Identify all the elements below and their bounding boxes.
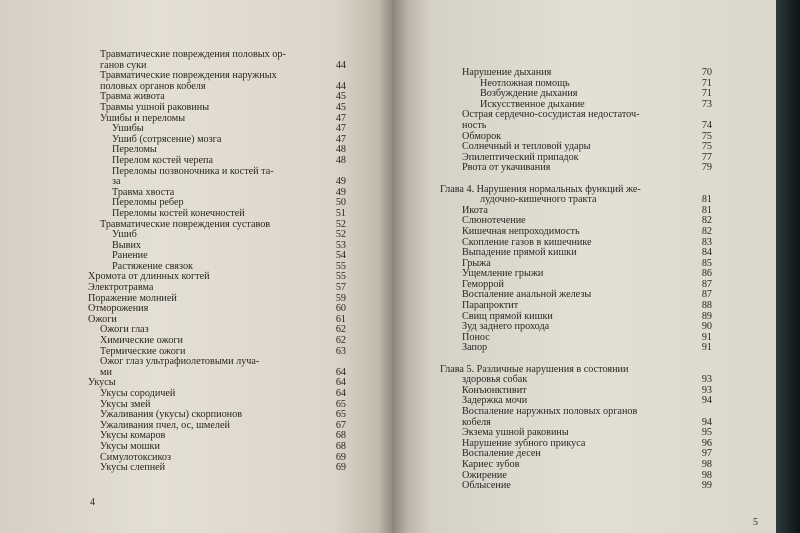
toc-entry (440, 68, 712, 79)
toc-entry-page: 88 (701, 300, 712, 312)
toc-entry-title: Неотложная помощь (480, 77, 570, 89)
toc-entry (88, 357, 346, 368)
toc-entry-page: 64 (335, 377, 346, 389)
toc-entry-page: 81 (701, 194, 712, 206)
toc-entry (88, 103, 346, 114)
toc-entry-title: Понос (462, 331, 490, 343)
toc-entry-page: 93 (701, 384, 712, 396)
toc-entry-page: 93 (701, 374, 712, 386)
toc-entry-title: Скопление газов в кишечнике (462, 236, 592, 248)
toc-entry-title: Травматические повреждения наружных (100, 70, 277, 82)
toc-entry (440, 481, 712, 492)
toc-entry-title: Ожирение (462, 469, 507, 481)
toc-entry-title: Вывих (112, 239, 141, 251)
toc-entry-page: 97 (701, 448, 712, 460)
toc-entry-title: Конъюнктивит (462, 384, 527, 396)
toc-entry (440, 163, 712, 174)
toc-entry-title: Задержка мочи (462, 395, 528, 407)
toc-entry-title: ность (462, 119, 487, 131)
toc-entry-page: 64 (335, 388, 346, 399)
toc-entry-title: Ожоги глаз (100, 324, 149, 336)
toc-entry-page: 71 (701, 88, 712, 100)
toc-entry-title: Нарушение дыхания (462, 67, 552, 78)
toc-entry-page: 45 (335, 91, 346, 103)
toc-entry-title: Укусы сородичей (100, 388, 176, 399)
toc-entry-title: за (112, 176, 121, 188)
toc-entry-page: 74 (701, 119, 712, 131)
toc-entry-title: Укусы (88, 377, 116, 389)
toc-entry-title: Геморрой (462, 278, 504, 290)
toc-entry-page: 90 (701, 321, 712, 333)
toc-entry-page: 62 (335, 324, 346, 336)
toc-entry-title: Растяжение связок (112, 260, 194, 272)
toc-entry (440, 121, 712, 132)
toc-entry-title: Ожог глаз ультрафиолетовыми луча- (100, 356, 260, 368)
toc-entry (440, 343, 712, 354)
toc-entry-title: Воспаление наружных половых органов (462, 406, 638, 417)
book-cover-edge (776, 0, 800, 533)
toc-entry-title: Воспаление десен (462, 448, 541, 460)
toc-entry-page: 82 (701, 215, 712, 227)
toc-entry-page: 48 (335, 154, 346, 166)
toc-entry-page: 83 (701, 236, 712, 248)
toc-entry-page: 52 (335, 229, 346, 241)
toc-entry-title: Грыжа (462, 257, 491, 269)
toc-entry-title: лудочно-кишечного тракта (480, 194, 597, 206)
toc-entry-title: Термические ожоги (100, 345, 186, 357)
toc-entry-title: Поражение молнией (88, 292, 177, 304)
toc-entry-page: 44 (335, 80, 346, 92)
toc-entry-page: 95 (701, 427, 712, 439)
toc-entry-title: ганов суки (100, 59, 147, 71)
toc-entry-page: 89 (701, 310, 712, 322)
toc-entry-page: 99 (701, 480, 712, 492)
toc-entry (88, 156, 346, 167)
toc-entry-title: Солнечный и тепловой удары (462, 141, 591, 153)
toc-entry-page: 79 (701, 162, 712, 174)
toc-entry (88, 50, 346, 61)
toc-entry-title: Ужаливания пчел, ос, шмелей (100, 419, 230, 431)
toc-entry-page: 49 (335, 176, 346, 188)
toc-entry-title: Ушибы (112, 123, 144, 135)
toc-entry (88, 389, 346, 400)
toc-entry-page: 59 (335, 292, 346, 304)
toc-entry-page: 57 (335, 282, 346, 294)
toc-entry-page: 44 (335, 59, 346, 71)
left-page (0, 0, 392, 533)
toc-entry-title: Ушиб (сотрясение) мозга (112, 133, 222, 145)
toc-entry-page: 98 (701, 469, 712, 481)
toc-entry-title: Глава 5. Различные нарушения в состоянии (440, 363, 629, 375)
toc-entry-page: 61 (335, 313, 346, 325)
toc-entry-page: 69 (335, 462, 346, 474)
toc-entry-page: 86 (701, 268, 712, 280)
toc-entry-page: 52 (335, 218, 346, 230)
toc-entry-title: Парапроктит (462, 300, 519, 312)
toc-entry (440, 227, 712, 238)
toc-entry-page: 94 (701, 395, 712, 407)
toc-entry-page: 75 (701, 141, 712, 153)
toc-entry-page: 96 (701, 437, 712, 449)
toc-entry-title: Травма хвоста (112, 186, 175, 198)
toc-entry-title: Электротравма (88, 282, 154, 294)
toc-entry-page: 91 (701, 342, 712, 354)
right-page-number: 5 (753, 517, 758, 528)
toc-entry-title: Симулотоксикоз (100, 451, 172, 463)
toc-entry-page: 63 (335, 345, 346, 357)
toc-entry-page: 73 (701, 98, 712, 110)
toc-entry-page: 71 (701, 77, 712, 89)
toc-entry-page: 50 (335, 197, 346, 209)
toc-entry-title: Укусы змей (100, 398, 151, 410)
toc-entry-page: 47 (335, 123, 346, 135)
toc-entry-page: 87 (701, 278, 712, 290)
toc-entry-title: Облысение (462, 480, 511, 492)
toc-entry-title: Хромота от длинных когтей (88, 271, 210, 283)
toc-entry-title: Воспаление анальной железы (462, 289, 592, 301)
toc-entry-title: Рвота от укачивания (462, 162, 551, 174)
toc-entry-page: 68 (335, 430, 346, 442)
toc-entry-page: 81 (701, 204, 712, 216)
toc-entry-title: Переломы (112, 144, 157, 156)
toc-entry-page: 91 (701, 331, 712, 343)
toc-entry-page: 49 (335, 186, 346, 198)
toc-entry-page: 62 (335, 335, 346, 347)
toc-entry-page: 47 (335, 112, 346, 124)
toc-entry-title: Свищ прямой кишки (462, 310, 553, 322)
toc-entry-page: 82 (701, 225, 712, 237)
toc-entry-page: 68 (335, 440, 346, 452)
toc-entry-title: Зуд заднего прохода (462, 321, 550, 333)
toc-entry-title: Ушиб (112, 229, 137, 241)
toc-entry-title: Кариес зубов (462, 458, 520, 470)
toc-entry-page: 84 (701, 247, 712, 259)
toc-entry-page: 65 (335, 409, 346, 421)
toc-entry-page: 55 (335, 260, 346, 272)
toc-entry-page: 65 (335, 398, 346, 410)
toc-entry-title: половых органов кобеля (100, 80, 206, 92)
toc-entry-title: Переломы позвоночника и костей та- (112, 165, 274, 177)
toc-entry-page: 45 (335, 101, 346, 113)
toc-entry-title: Травма живота (100, 91, 165, 103)
toc-entry-page: 55 (335, 271, 346, 283)
toc-entry-page: 87 (701, 289, 712, 301)
toc-entry-page: 54 (335, 250, 346, 262)
toc-entry-title: Ущемление грыжи (462, 268, 544, 280)
toc-entry-title: кобеля (462, 416, 491, 428)
toc-entry-title: Икота (462, 204, 488, 216)
toc-entry-title: здоровья собак (462, 374, 528, 386)
toc-entry (88, 304, 346, 315)
toc-entry-page: 75 (701, 130, 712, 142)
toc-entry-page: 51 (335, 207, 346, 219)
toc-entry-title: Кишечная непроходимость (462, 225, 580, 237)
toc-entry-title: Переломы костей конечностей (112, 207, 245, 219)
toc-entry-page: 53 (335, 239, 346, 251)
toc-entry-title: Укусы комаров (100, 430, 166, 442)
toc-entry-title: Перелом костей черепа (112, 154, 213, 166)
toc-entry-page: 69 (335, 451, 346, 463)
toc-entry-title: Укусы мошки (100, 440, 160, 452)
toc-entry-title: Ушибы и переломы (100, 112, 186, 124)
toc-entry-page: 48 (335, 144, 346, 156)
toc-entry-page: 77 (701, 151, 712, 163)
toc-entry-title: Острая сердечно-сосудистая недостаточ- (462, 109, 640, 121)
right-table-of-contents (440, 68, 712, 492)
toc-entry-title: Отморожения (88, 303, 149, 315)
toc-entry-page: 67 (335, 419, 346, 431)
toc-entry-page: 47 (335, 133, 346, 145)
toc-entry-page: 64 (335, 366, 346, 378)
toc-entry-title: Ожоги (88, 313, 117, 325)
toc-entry-page: 70 (701, 67, 712, 78)
toc-entry-title: Укусы слепней (100, 462, 166, 474)
toc-entry-title: Экзема ушной раковины (462, 427, 569, 439)
toc-entry-title: Нарушение зубного прикуса (462, 437, 586, 449)
toc-entry-title: Травматические повреждения суставов (100, 218, 271, 230)
toc-entry-title: Искусственное дыхание (480, 98, 585, 110)
toc-entry (440, 174, 712, 185)
toc-entry-page: 60 (335, 303, 346, 315)
toc-entry-title: Запор (462, 342, 488, 354)
toc-entry-title: Ужаливания (укусы) скорпионов (100, 409, 243, 421)
toc-entry (88, 442, 346, 453)
toc-entry-title: Травматические повреждения половых ор- (100, 49, 286, 60)
toc-entry (88, 167, 346, 178)
toc-entry-title: Ранение (112, 250, 148, 262)
toc-entry (440, 407, 712, 418)
toc-entry-title: Переломы ребер (112, 197, 184, 209)
toc-entry-title: Эпилептический припадок (462, 151, 579, 163)
toc-entry (88, 209, 346, 220)
toc-entry-page: 85 (701, 257, 712, 269)
toc-entry (88, 368, 346, 379)
toc-entry (440, 460, 712, 471)
toc-entry-title: ми (100, 366, 112, 378)
toc-entry-title: Обморок (462, 130, 502, 142)
toc-entry-title: Химические ожоги (100, 335, 183, 347)
toc-entry-title: Выпадение прямой кишки (462, 247, 577, 259)
toc-entry-title: Слюнотечение (462, 215, 526, 227)
toc-entry (88, 463, 346, 474)
gutter-shadow (378, 0, 408, 533)
toc-entry-title: Глава 4. Нарушения нормальных функций же- (440, 183, 641, 195)
toc-entry-title: Возбуждение дыхания (480, 88, 578, 100)
left-table-of-contents (88, 50, 346, 474)
toc-entry-page: 94 (701, 416, 712, 428)
toc-entry-page: 98 (701, 458, 712, 470)
toc-entry-title: Травмы ушной раковины (100, 101, 210, 113)
left-page-number: 4 (90, 497, 95, 508)
